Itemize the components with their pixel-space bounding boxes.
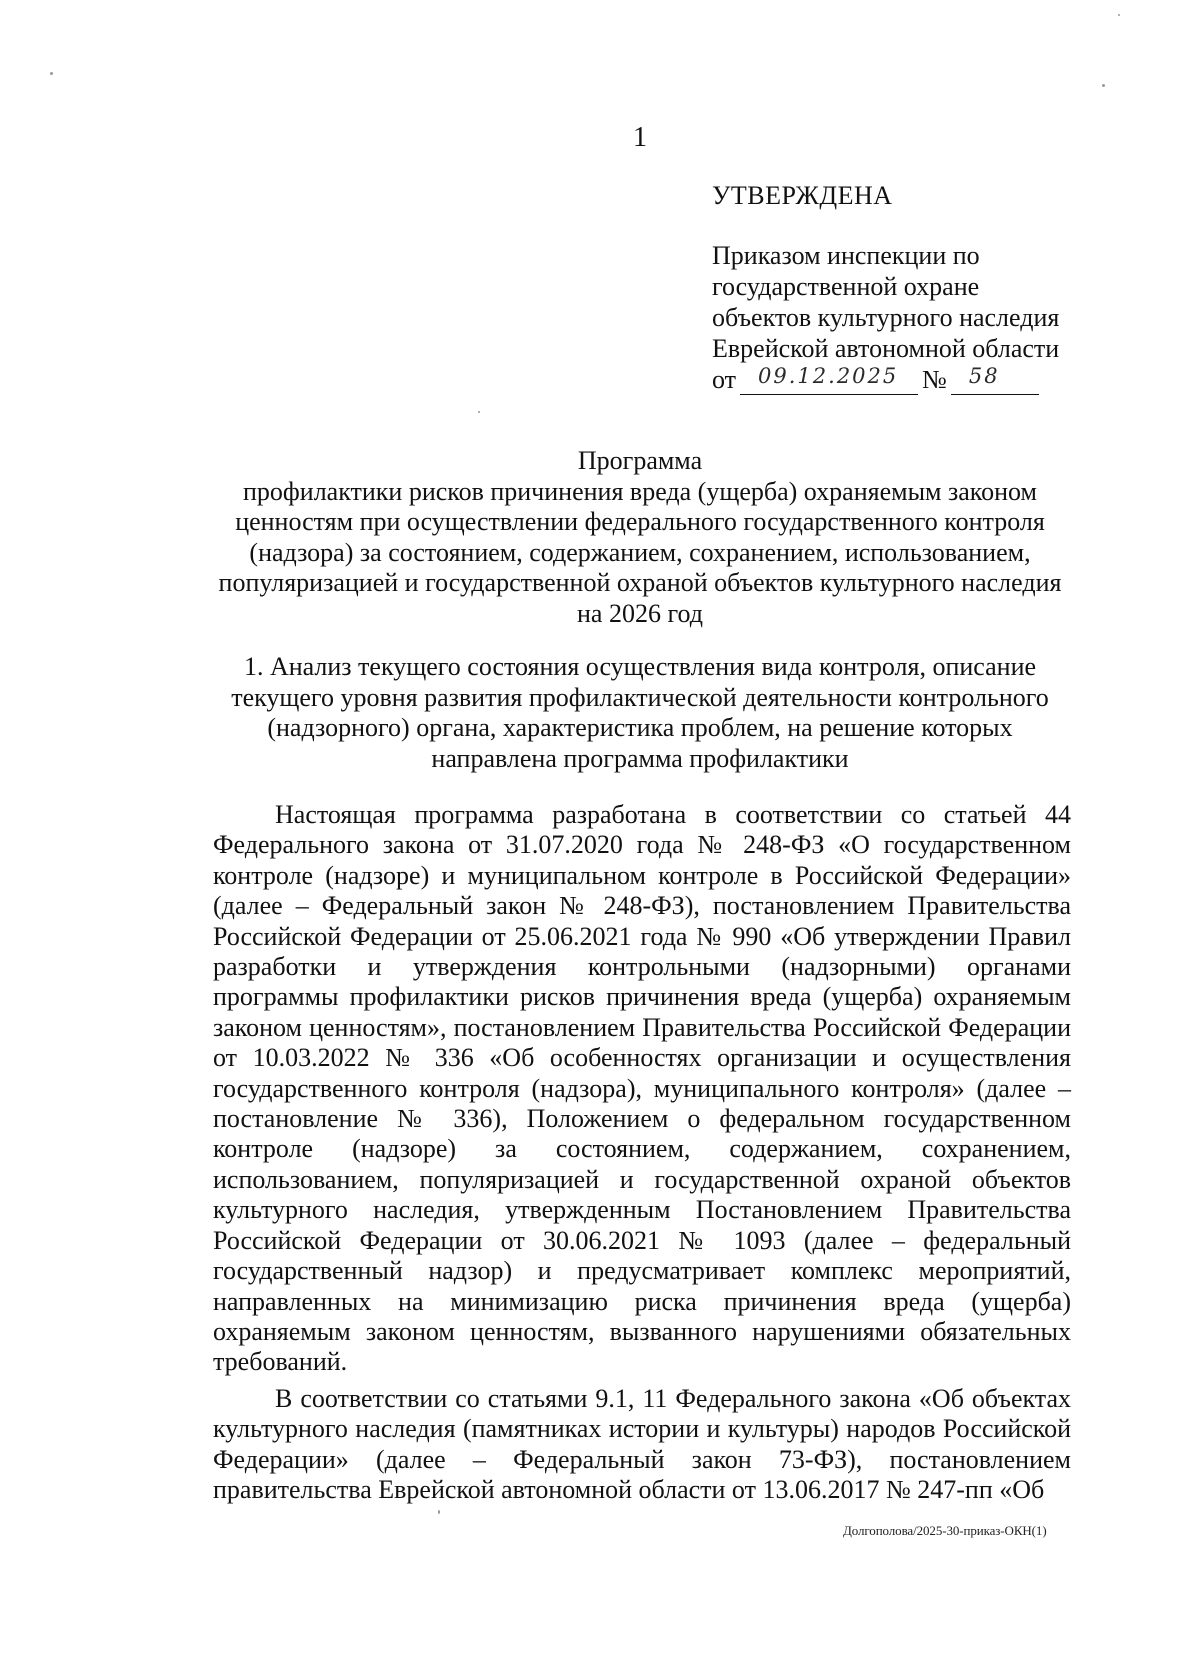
scan-speck — [438, 1510, 440, 1514]
approval-line: Приказом инспекции по — [712, 241, 980, 270]
page-number: 1 — [633, 122, 647, 153]
program-title-line: (надзора) за состоянием, содержанием, сохранением, использованием, — [249, 537, 1031, 567]
from-label: от — [712, 365, 737, 394]
approval-line: государственной охране — [712, 272, 980, 301]
section-heading — [190, 652, 1090, 774]
program-title-line: Программа — [577, 446, 703, 475]
handwritten-date: 09.12.2025 — [758, 364, 899, 388]
program-title-line: популяризацией и государственной охраной объектов культурного наследия — [218, 568, 1062, 597]
section-heading-line: направлена программа профилактики — [431, 743, 849, 773]
scan-speck — [50, 72, 53, 75]
scan-speck — [1102, 84, 1105, 87]
paragraph: В соответствии со статьями 9.1, 11 Федерального закона «Об объектах культурного наследия (памятниках истории и культуры) народов Российской Федерации» (далее – Федеральный закон 73-ФЗ), постановлением правительства Еврейской автономной области от 13.06.2017 № 247-пп «Об — [213, 1383, 1071, 1504]
document-footer-reference: Долгополова/2025-30-приказ-ОКН(1) — [843, 1523, 1047, 1538]
paragraph: Настоящая программа разработана в соответствии со статьей 44 Федерального закона от 31.07.2020 года № 248-ФЗ «О государственном контроле (надзоре) и муниципальном контроле в Российской Федерации» (далее – Федеральный закон № 248-ФЗ), постановлением Правительства Российской Федерации от 25.06.2021 года № 990 «Об утверждении Правил разработки и утверждения контрольными (надзорными) органами программы профилактики рисков причинения вреда (ущерба) охраняемым законом ценностям», постановлением Правительства Российской Федерации от 10.03.2022 № 336 «Об особенностях организации и осуществления государственного контроля (надзора), муниципального контроля» (далее – постановление № 336), Положением о федеральном государственном контроле (надзоре) за состоянием, содержанием, сохранением, использованием, популяризацией и государственной охраной объектов культурного наследия, утвержденным Постановлением Правительства Российской Федерации от 30.06.2021 № 1093 (далее – федеральный государственный надзор) и предусматривает комплекс мероприятий, направленных на минимизацию риска причинения вреда (ущерба) охраняемым законом ценностям, вызванного нарушениями обязательных требований. — [213, 800, 1071, 1377]
handwritten-number: 58 — [968, 364, 1000, 388]
order-date-field — [740, 364, 918, 395]
body-text — [213, 800, 1071, 1511]
approval-stamp-block — [712, 180, 1102, 395]
number-sign: № — [922, 365, 947, 394]
approval-line: Еврейской автономной области — [712, 334, 1060, 363]
order-number-field — [951, 364, 1039, 395]
approved-heading: УТВЕРЖДЕНА — [712, 181, 893, 210]
section-heading-line: текущего уровня развития профилактической деятельности контрольного — [231, 682, 1049, 712]
program-title-line: профилактики рисков причинения вреда (ущерба) охраняемым законом — [243, 476, 1037, 506]
order-date-number-line — [712, 364, 1102, 395]
program-title — [190, 446, 1090, 629]
program-title-line: ценностям при осуществлении федерального государственного контроля — [235, 507, 1045, 536]
approval-line: объектов культурного наследия — [712, 303, 1060, 332]
scan-speck — [478, 411, 480, 413]
program-title-line: на 2026 год — [577, 598, 703, 628]
section-heading-line: (надзорного) органа, характеристика проблем, на решение которых — [267, 713, 1013, 742]
section-heading-line: 1. Анализ текущего состояния осуществления вида контроля, описание — [243, 652, 1037, 681]
scan-speck — [1118, 14, 1120, 16]
